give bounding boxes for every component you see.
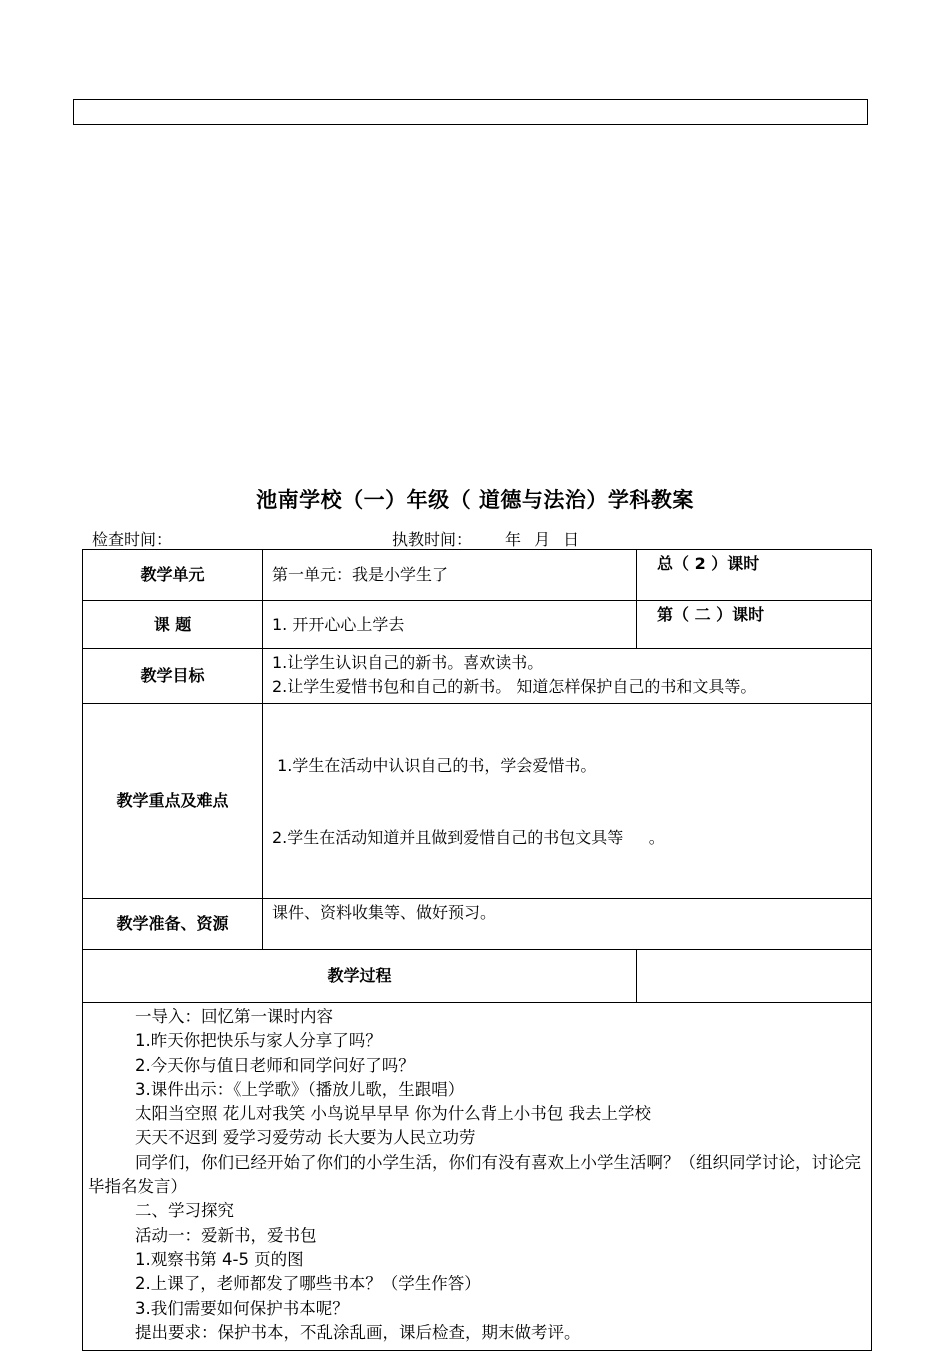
- row-unit: [83, 550, 872, 601]
- unit-label: 教学单元: [83, 550, 263, 601]
- process-line: 3.我们需要如何保护书本呢？: [135, 1298, 349, 1318]
- process-line: 2.上课了，老师都发了哪些书本？（学生作答）: [135, 1274, 481, 1294]
- process-line: 1.观察书第 4-5 页的图: [135, 1249, 304, 1269]
- unit-value: 第一单元：我是小学生了: [263, 550, 637, 601]
- process-line: 提出要求：保护书本，不乱涂乱画，课后检查，期末做考评。: [135, 1322, 581, 1342]
- focus-label: 教学重点及难点: [83, 704, 263, 899]
- prep-value: 课件、资料收集等、做好预习。: [263, 899, 872, 950]
- teach-time-label: 执教时间：: [392, 530, 473, 549]
- process-line: 活动一：爱新书，爱书包: [135, 1225, 317, 1245]
- row-goals: [83, 649, 872, 704]
- header-box: [73, 99, 868, 125]
- row-topic: [83, 601, 872, 649]
- process-line: 2.今天你与值日老师和同学问好了吗？: [135, 1055, 415, 1075]
- process-line: 太阳当空照 花儿对我笑 小鸟说早早早 你为什么背上小书包 我去上学校: [135, 1104, 651, 1124]
- process-line: 一导入：回忆第一课时内容: [135, 1007, 333, 1026]
- process-line: 二、学习探究: [135, 1201, 234, 1221]
- goals-value: [263, 649, 872, 704]
- process-line: 同学们，你们已经开始了你们的小学生活，你们有没有喜欢上小学生活啊？（组织同学讨论，讨论完毕指名发言）: [88, 1152, 861, 1197]
- process-heading: 教学过程: [83, 950, 637, 1003]
- lesson-plan-table: [82, 549, 872, 1351]
- topic-value: 1. 开开心心上学去: [263, 601, 637, 649]
- goal-line: 2.让学生爱惜书包和自己的新书。 知道怎样保护自己的书和文具等。: [272, 677, 757, 696]
- process-line: 3.课件出示：《上学歌》（播放儿歌，生跟唱）: [135, 1079, 465, 1099]
- total-hours: 总（ 2 ）课时: [637, 550, 872, 601]
- process-body: [83, 1003, 872, 1351]
- process-line: 1.昨天你把快乐与家人分享了吗？: [135, 1031, 382, 1051]
- check-time-label: 检查时间：: [92, 530, 173, 549]
- prep-label: 教学准备、资源: [83, 899, 263, 950]
- lesson-number: 第（ 二 ）课时: [637, 601, 872, 649]
- focus-line: 2.学生在活动知道并且做到爱惜自己的书包文具等 。: [272, 828, 665, 847]
- focus-value: [263, 704, 872, 899]
- goals-label: 教学目标: [83, 649, 263, 704]
- process-line: 天天不迟到 爱学习爱劳动 长大要为人民立功劳: [135, 1128, 476, 1148]
- row-process-body: [83, 1003, 872, 1351]
- row-process-heading: [83, 950, 872, 1003]
- row-prep: [83, 899, 872, 950]
- goal-line: 1.让学生认识自己的新书。喜欢读书。: [272, 653, 544, 672]
- focus-line: 1.学生在活动中认识自己的书，学会爱惜书。: [272, 756, 597, 775]
- row-focus: [83, 704, 872, 899]
- topic-label: 课 题: [83, 601, 263, 649]
- teach-date: 年 月 日: [505, 530, 580, 549]
- document-title: 池南学校（一）年级（ 道德与法治）学科教案: [256, 488, 694, 512]
